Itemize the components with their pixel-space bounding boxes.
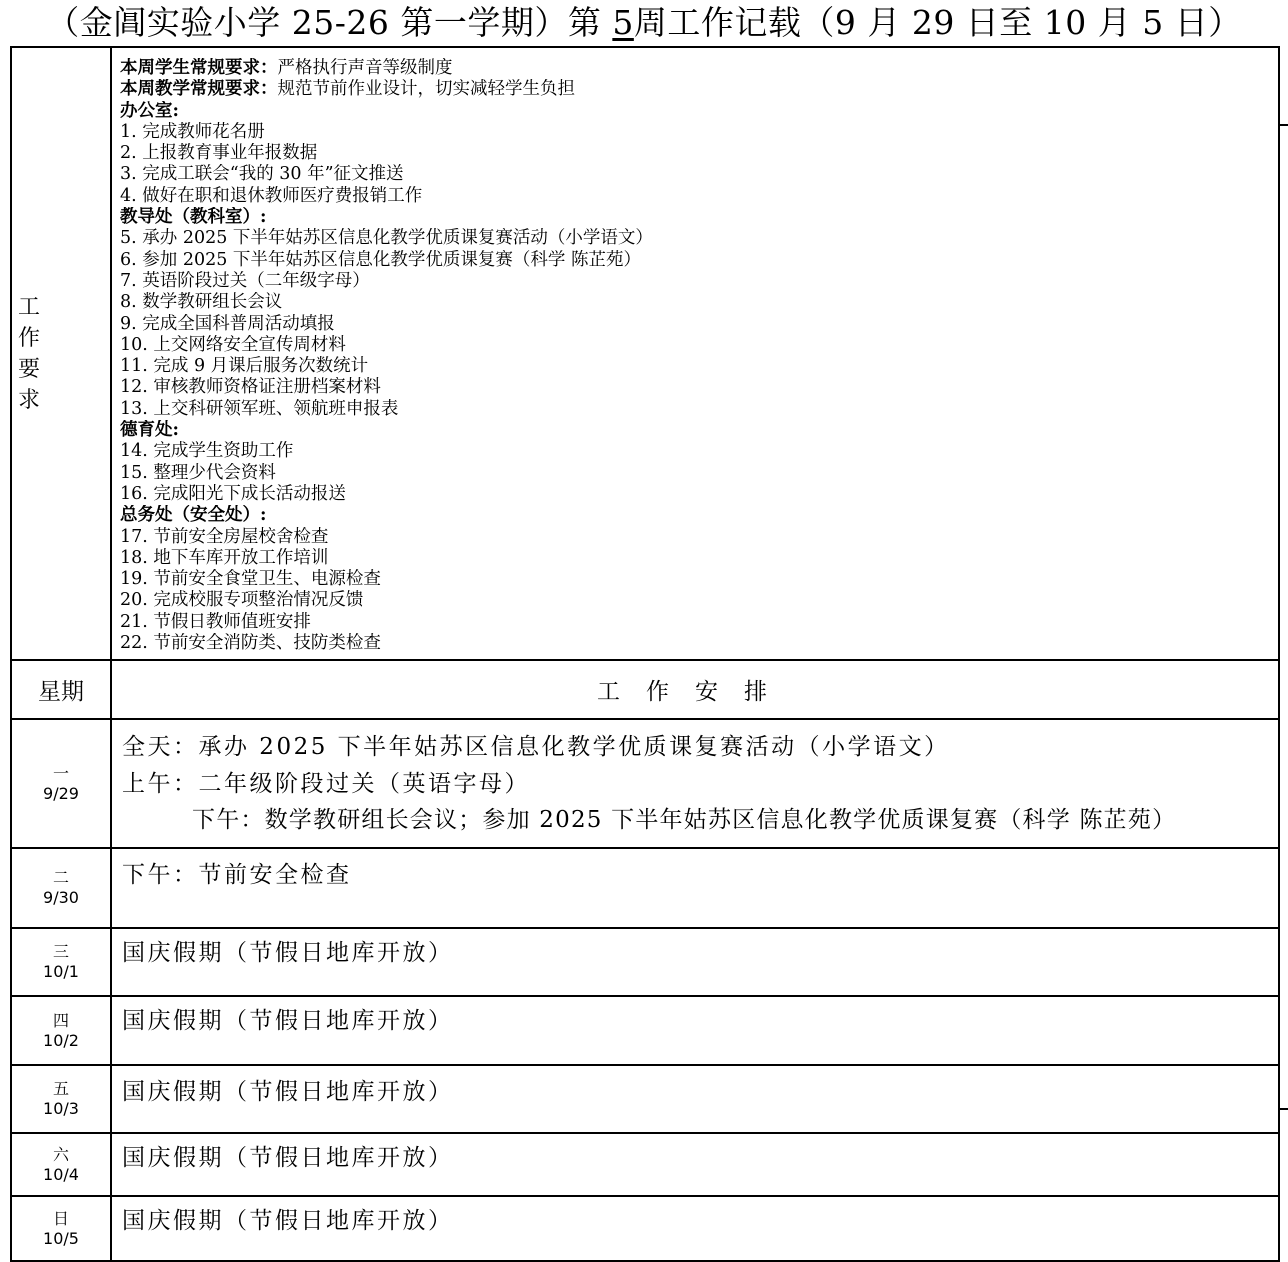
requirement-item: 8. 数学教研组长会议 [120,292,283,313]
day-plan [111,719,1279,848]
plan-line: 全天：承办 2025 下半年姑苏区信息化教学优质课复赛活动（小学语文） [122,734,950,761]
plan-line: 国庆假期（节假日地库开放） [122,1145,454,1172]
day-cell [11,719,111,848]
requirement-item: 7. 英语阶段过关（二年级字母） [120,270,370,291]
requirement-item: 16. 完成阳光下成长活动报送 [120,483,346,504]
requirement-item: 4. 做好在职和退休教师医疗费报销工作 [120,185,423,206]
document-title [0,0,1288,46]
plan-line: 国庆假期（节假日地库开放） [122,940,454,967]
student-rule-text: 严格执行声音等级制度 [277,58,453,78]
student-rule-label: 本周学生常规要求： [120,58,278,78]
day-cell [11,848,111,928]
label-char: 要 [18,356,41,382]
day-cell [11,996,111,1065]
label-char: 工 [18,294,41,320]
weekday-name: 日 [52,1208,69,1228]
day-cell [11,1133,111,1196]
requirement-item: 10. 上交网络安全宣传周材料 [120,334,346,355]
section-heading-academic: 教导处（教科室）: [120,207,267,228]
plan-line: 国庆假期（节假日地库开放） [122,1079,454,1106]
day-date: 10/1 [43,962,79,982]
requirement-item: 5. 承办 2025 下半年姑苏区信息化教学优质课复赛活动（小学语文） [120,228,653,249]
arrangement-column-header: 工作安排 [111,660,1279,719]
requirement-item: 1. 完成教师花名册 [120,121,265,142]
requirement-item: 12. 审核教师资格证注册档案材料 [120,377,381,398]
day-date: 9/29 [43,783,79,803]
day-plan [111,928,1279,996]
section-heading-moral: 德育处: [120,420,179,441]
section-heading-office: 办公室: [120,100,179,121]
section-heading-general-affairs: 总务处（安全处）: [120,505,267,526]
requirement-item: 18. 地下车库开放工作培训 [120,547,329,568]
weekday-column-header: 星期 [11,660,111,719]
teaching-rule-text: 规范节前作业设计，切实减轻学生负担 [277,79,575,100]
requirement-item: 2. 上报教育事业年报数据 [120,143,318,164]
day-plan [111,996,1279,1065]
requirements-row [11,47,1279,660]
title-suffix: 周工作记载（9 月 29 日至 10 月 5 日） [633,3,1242,42]
requirement-item: 14. 完成学生资助工作 [120,441,294,462]
day-plan [111,848,1279,928]
plan-line: 国庆假期（节假日地库开放） [122,1208,454,1235]
day-plan [111,1133,1279,1196]
weekday-name: 五 [52,1079,69,1099]
day-row-monday [11,719,1279,848]
weekday-name: 一 [52,763,69,783]
requirement-item: 13. 上交科研领军班、领航班申报表 [120,398,399,419]
requirement-item: 11. 完成 9 月课后服务次数统计 [120,356,369,377]
weekly-work-table [10,46,1280,1262]
page-edge-mark [1279,1108,1288,1110]
day-row-wednesday [11,928,1279,996]
requirement-item: 21. 节假日教师值班安排 [120,611,311,632]
requirement-item: 9. 完成全国科普周活动填报 [120,313,335,334]
day-date: 10/2 [43,1030,79,1050]
plan-line: 下午：数学教研组长会议；参加 2025 下半年姑苏区信息化教学优质课复赛（科学 陈芷苑） [192,807,1177,834]
day-cell [11,928,111,996]
work-requirements-list [111,47,1279,660]
plan-line: 下午：节前安全检查 [122,862,352,889]
student-rule [120,58,1278,79]
day-date: 10/3 [43,1099,79,1119]
weekday-name: 六 [52,1144,69,1164]
teaching-rule-label: 本周教学常规要求： [120,79,278,100]
plan-line: 上午：二年级阶段过关（英语字母） [122,770,530,797]
requirement-item: 19. 节前安全食堂卫生、电源检查 [120,569,381,590]
day-cell [11,1065,111,1133]
requirement-item: 15. 整理少代会资料 [120,462,276,483]
schedule-header-row [11,660,1279,719]
plan-line: 国庆假期（节假日地库开放） [122,1008,454,1035]
day-date: 10/4 [43,1164,79,1184]
weekday-name: 三 [52,942,69,962]
requirement-item: 6. 参加 2025 下半年姑苏区信息化教学优质课复赛（科学 陈芷苑） [120,249,641,270]
requirement-item: 20. 完成校服专项整治情况反馈 [120,590,364,611]
day-row-tuesday [11,848,1279,928]
day-row-friday [11,1065,1279,1133]
page-edge-mark [1279,124,1288,126]
requirement-item: 17. 节前安全房屋校舍检查 [120,526,329,547]
requirement-item: 3. 完成工联会“我的 30 年”征文推送 [120,164,404,185]
day-row-saturday [11,1133,1279,1196]
week-number: 5 [612,3,634,42]
teaching-rule [120,79,1278,100]
title-prefix: （金阊实验小学 25-26 第一学期）第 [46,3,613,42]
day-date: 9/30 [43,888,79,908]
requirement-item: 22. 节前安全消防类、技防类检查 [120,633,381,654]
weekday-name: 二 [52,868,69,888]
label-char: 作 [18,325,41,351]
label-char: 求 [18,387,41,413]
day-date: 10/5 [43,1228,79,1248]
work-requirements-label [11,47,111,660]
day-plan [111,1065,1279,1133]
weekday-name: 四 [52,1010,69,1030]
day-row-thursday [11,996,1279,1065]
